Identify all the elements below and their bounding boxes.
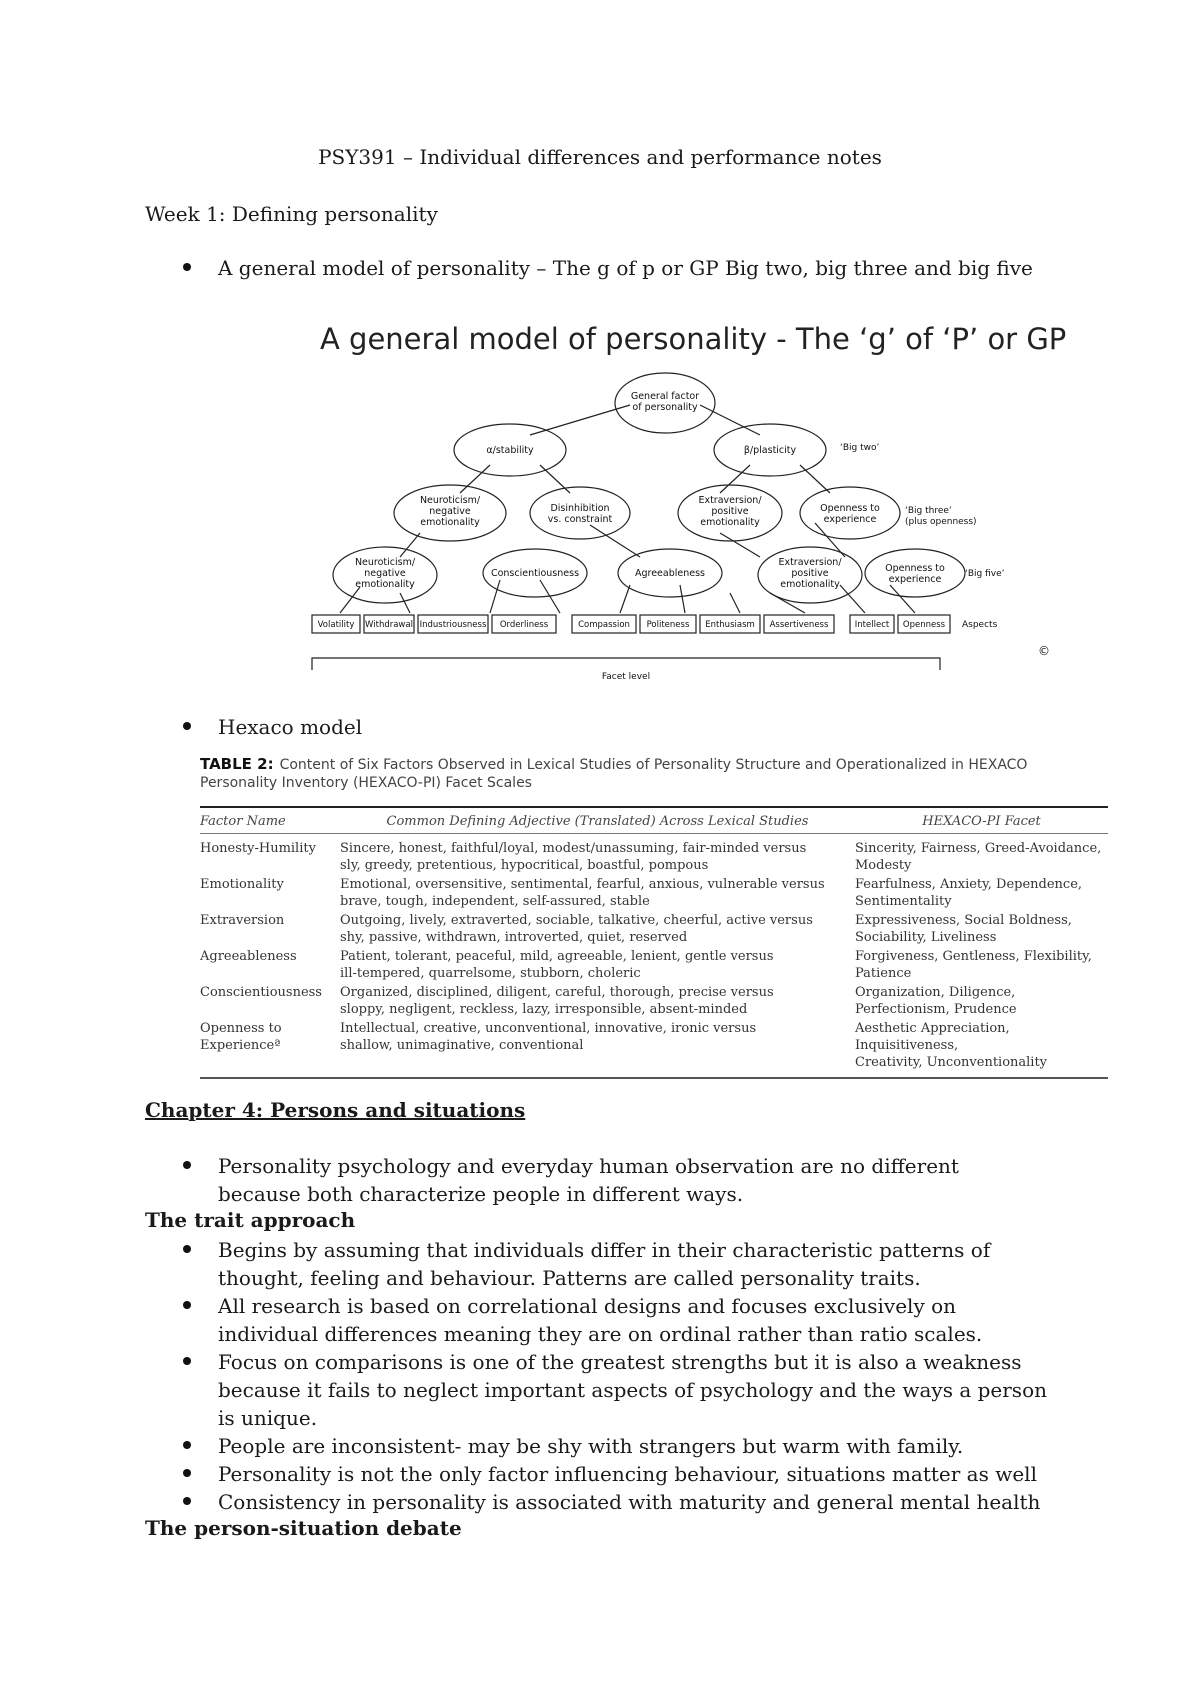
aspect-orderliness: Orderliness xyxy=(499,620,549,630)
label-aspects: Aspects xyxy=(962,620,998,630)
trait-bullet: People are inconsistent- may be shy with strangers but warm with family. xyxy=(218,1434,964,1458)
table-row: Conscientiousness Organized, disciplined, diligent, careful, thorough, precise versus sloppy, negligent, reckless, lazy, irresponsible, absent-minded Organization, Diligence, Perfectionism, Prudence xyxy=(200,985,1017,1017)
trait-bullet: All research is based on correlational designs and focuses exclusively on individual differences meaning they are on ordinal rather than ratio scales. xyxy=(218,1294,983,1346)
node-conscientiousness: Conscientiousness xyxy=(490,568,580,579)
bullet-general-model: A general model of personality – The g of p or GP Big two, big three and big five xyxy=(218,256,1033,280)
aspect-intellect: Intellect xyxy=(854,620,890,630)
node-agreeableness: Agreeableness xyxy=(634,568,706,579)
aspect-openness: Openness xyxy=(902,620,946,630)
header-adjectives: Common Defining Adjective (Translated) Across Lexical Studies xyxy=(386,814,809,829)
bullet-hexaco: Hexaco model xyxy=(218,715,363,739)
bullet-chapter4-intro: Personality psychology and everyday human observation are no different because both characterize people in different ways. xyxy=(218,1154,959,1206)
node-extraversion-big5: Extraversion/ positive emotionality xyxy=(778,557,842,590)
node-neuroticism-big3: Neuroticism/ negative emotionality xyxy=(419,495,481,528)
trait-bullet: Focus on comparisons is one of the greatest strengths but it is also a weakness because it fails to neglect important aspects of psychology and the ways a person is unique. xyxy=(218,1350,1047,1430)
aspect-withdrawal: Withdrawal xyxy=(365,620,413,630)
personality-model-diagram xyxy=(300,365,1060,685)
chapter4-heading: Chapter 4: Persons and situations xyxy=(145,1098,526,1122)
table-row: Emotionality Emotional, oversensitive, sentimental, fearful, anxious, vulnerable versus brave, tough, independent, self-assured, stable Fearfulness, Anxiety, Dependence, Sentimentality xyxy=(200,877,1083,909)
label-big-two: ‘Big two’ xyxy=(840,443,880,453)
header-factor-name: Factor Name xyxy=(200,814,286,829)
node-disinhibition: Disinhibition vs. constraint xyxy=(547,503,613,525)
trait-bullet: Consistency in personality is associated with maturity and general mental health xyxy=(218,1490,1041,1514)
label-big-five: ‘Big five’ xyxy=(965,569,1005,579)
document-title: PSY391 – Individual differences and performance notes xyxy=(318,145,882,169)
trait-approach-heading: The trait approach xyxy=(145,1208,356,1232)
header-facet: HEXACO-PI Facet xyxy=(922,814,1041,829)
table-row: Extraversion Outgoing, lively, extraverted, sociable, talkative, cheerful, active versus shy, passive, withdrawn, introverted, quiet, reserved Expressiveness, Social Boldness, Sociability, Liveliness xyxy=(200,913,1072,945)
table-row: Agreeableness Patient, tolerant, peaceful, mild, agreeable, lenient, gentle versus ill-tempered, quarrelsome, stubborn, choleric Forgiveness, Gentleness, Flexibility, Patience xyxy=(200,949,1092,981)
aspect-politeness: Politeness xyxy=(646,620,690,630)
trait-bullet: Personality is not the only factor influencing behaviour, situations matter as well xyxy=(218,1462,1037,1486)
aspect-volatility: Volatility xyxy=(317,620,355,630)
node-plasticity: β/plasticity xyxy=(743,445,797,456)
node-openness-big5: Openness to experience xyxy=(885,563,945,585)
table-header-rule xyxy=(200,833,1108,834)
aspect-industriousness: Industriousness xyxy=(419,620,487,630)
table-bottom-rule xyxy=(200,1077,1108,1079)
table-header-row xyxy=(200,808,1108,833)
table-row: Openness to Experienceª Intellectual, creative, unconventional, innovative, ironic versus shallow, unimaginative, conventional Aesthetic Appreciation, Inquisitiveness, Creativity, Unconventionality xyxy=(200,1021,1048,1070)
aspect-assertiveness: Assertiveness xyxy=(769,620,829,630)
node-stability: α/stability xyxy=(486,445,534,456)
table-label: TABLE 2: xyxy=(200,755,274,773)
hexaco-table xyxy=(200,755,1108,1079)
trait-bullet: Begins by assuming that individuals differ in their characteristic patterns of thought, feeling and behaviour. Patterns are called personality traits. xyxy=(218,1238,991,1290)
node-general-factor: General factor of personality xyxy=(630,391,700,413)
aspect-enthusiasm: Enthusiasm xyxy=(705,620,755,630)
node-extraversion-big3: Extraversion/ positive emotionality xyxy=(698,495,762,528)
node-neuroticism-big5: Neuroticism/ negative emotionality xyxy=(354,557,416,590)
node-openness-big3: Openness to experience xyxy=(820,503,880,525)
label-facet-level: Facet level xyxy=(601,672,651,682)
copyright-mark: © xyxy=(1038,644,1050,658)
figure-title: A general model of personality - The ‘g’ of ‘P’ or GP xyxy=(320,322,1067,356)
week-heading: Week 1: Defining personality xyxy=(145,202,438,226)
label-big-three: ‘Big three’ (plus openness) xyxy=(905,506,977,527)
person-situation-heading: The person-situation debate xyxy=(145,1516,462,1540)
aspect-compassion: Compassion xyxy=(578,620,630,630)
table-caption: TABLE 2: Content of Six Factors Observed in Lexical Studies of Personality Structure and Operationalized in HEXACO Personality Inventory (HEXACO-PI) Facet Scales xyxy=(200,755,1028,791)
table-row: Honesty-Humility Sincere, honest, faithful/loyal, modest/unassuming, fair-minded versus sly, greedy, pretentious, hypocritical, boastful, pompous Sincerity, Fairness, Greed-Avoidance, Modesty xyxy=(200,841,1102,873)
